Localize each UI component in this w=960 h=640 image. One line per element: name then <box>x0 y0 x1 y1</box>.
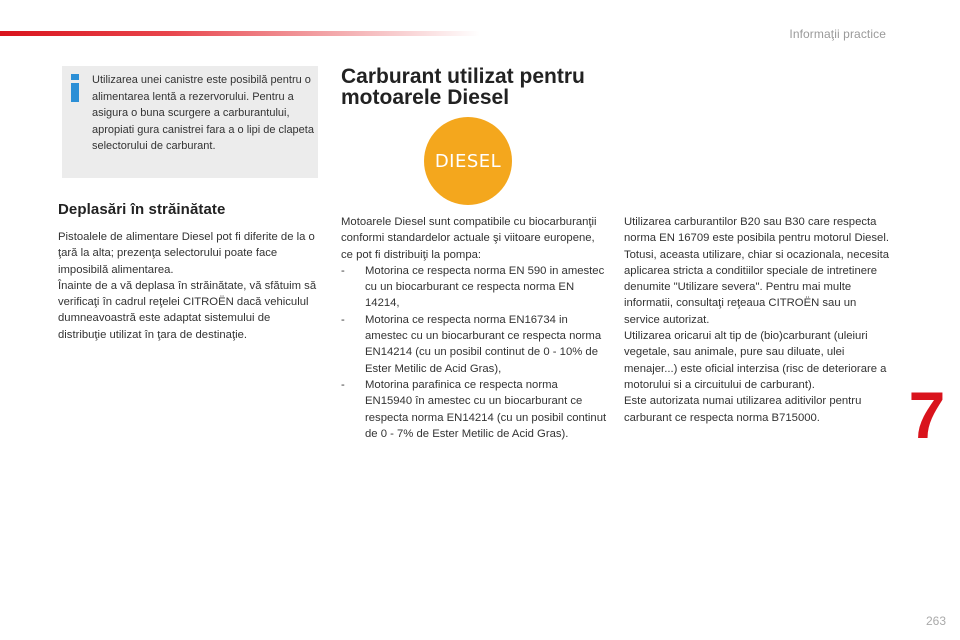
section-label: Informaţii practice <box>789 27 886 41</box>
info-box-text: Utilizarea unei canistre este posibilă pentru o alimentarea lentă a rezervorului. Pentru a asigura o buna scurgere a carburantului, apropiati gura canistrei fara a o lipi de clapeta selectorului de carburant. <box>92 74 314 152</box>
list-item: - Motorina ce respecta norma EN16734 in amestec cu un biocarburant ce respecta norma EN14214 (cu un posibil continut de 0 - 10% de Ester Metilic de Acid Gras), <box>341 312 607 377</box>
diesel-fuel-badge <box>424 117 512 205</box>
travel-text <box>58 229 320 343</box>
diesel-title-line-2: motoarele Diesel <box>341 86 510 109</box>
diesel-title <box>341 66 585 108</box>
chapter-number: 7 <box>908 378 946 452</box>
list-item: - Motorina ce respecta norma EN 590 in amestec cu un biocarburant ce respecta norma EN 14214, <box>341 263 607 312</box>
list-item: - Motorina parafinica ce respecta norma EN15940 în amestec cu un biocarburant ce respecta norma EN14214 (cu un posibil continut de 0 - 7% de Ester Metilic de Acid Gras). <box>341 377 607 442</box>
diesel-fuel-list <box>341 263 607 442</box>
header-accent-bar <box>0 31 480 36</box>
info-icon <box>68 74 82 102</box>
diesel-intro: Motoarele Diesel sunt compatibile cu biocarburanţii conformi standardelor actuale şi viitoare europene, ce pot fi distribuiţi la pompa: <box>341 216 597 261</box>
diesel-title-line-1: Carburant utilizat pentru <box>341 65 585 88</box>
additives-paragraph: Este autorizata numai utilizarea aditivilor pentru carburant ce respecta norma B715000. <box>624 395 862 424</box>
travel-heading: Deplasări în străinătate <box>58 201 226 218</box>
travel-paragraph-1: Pistoalele de alimentare Diesel pot fi diferite de la o ţară la alta; prezenţa selectorului poate face imposibilă alimentarea. <box>58 231 315 276</box>
travel-paragraph-2: Înainte de a vă deplasa în străinătate, vă sfătuim să verificaţi în cadrul reţelei CITROËN dacă vehiculul dumneavoastră este adaptat sistemului de distribuţie utilizat în ţara de destinaţie. <box>58 279 317 341</box>
page-number: 263 <box>925 614 946 628</box>
diesel-compatibility-text <box>341 214 607 442</box>
diesel-usage-text <box>624 214 892 426</box>
info-box <box>62 66 318 178</box>
other-fuels-paragraph: Utilizarea oricarui alt tip de (bio)carburant (uleiuri vegetale, sau animale, pure sau diluate, ulei menajer...) este oficial interzisa (risc de deteriorare a motorului si a circuitului de carburant). <box>624 330 887 391</box>
b20-b30-paragraph: Utilizarea carburantilor B20 sau B30 care respecta norma EN 16709 este posibila pentru motorul Diesel. Totusi, aceasta utilizare, chiar si ocazionala, necesita aplicarea stricta a conditiilor speciale de intretinere denumite "Utilizare severa". Pentru mai multe informatii, consultaţi reţeaua CITROËN sau un service autorizat. <box>624 216 889 326</box>
diesel-badge-label: DIESEL <box>434 150 502 172</box>
